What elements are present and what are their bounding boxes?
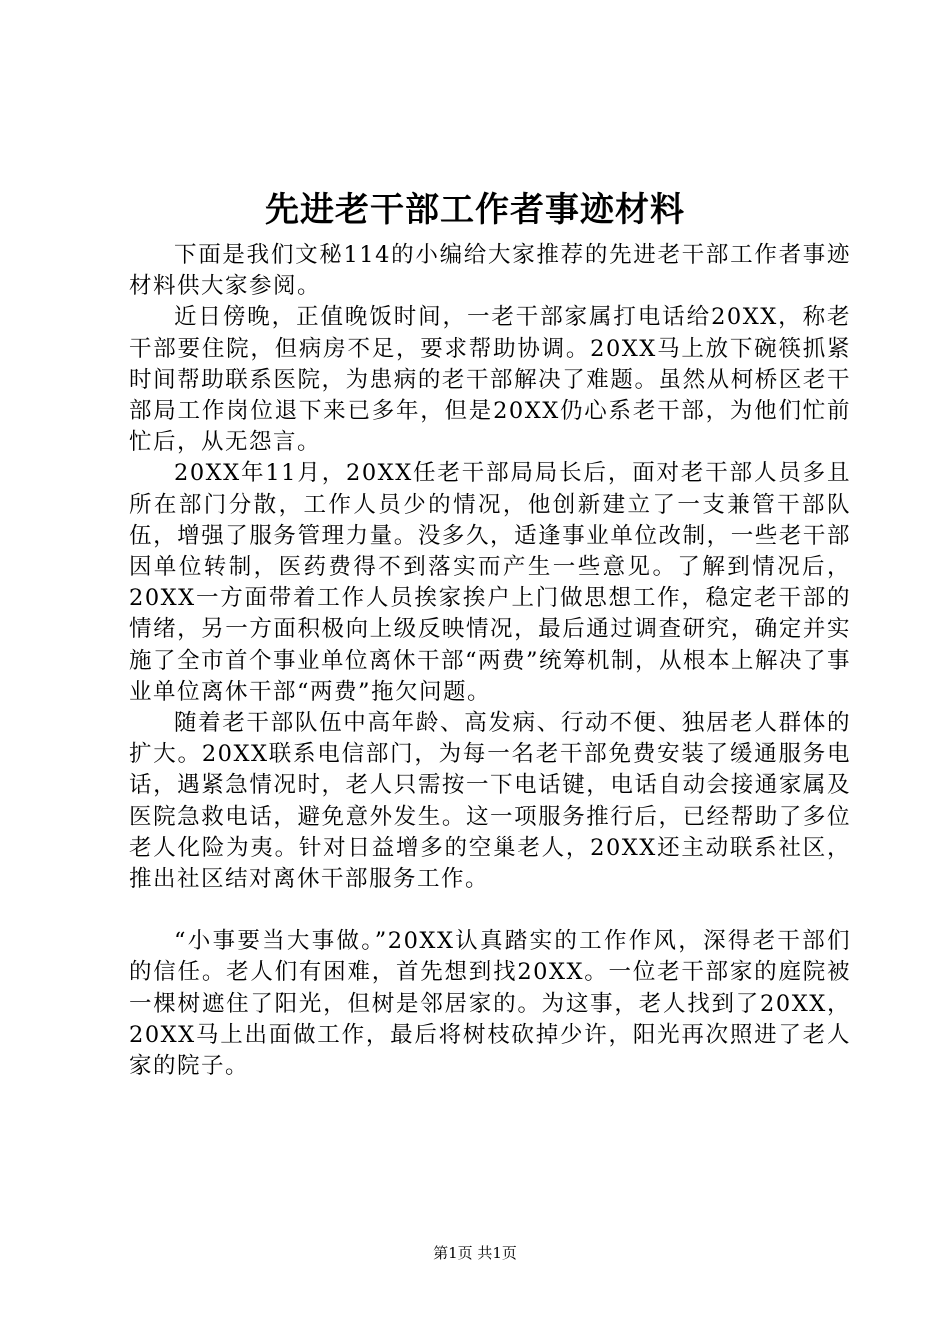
- paragraph-phone-service: 随着老干部队伍中高年龄、高发病、行动不便、独居老人群体的扩大。20XX联系电信部门，为每一名老干部免费安装了缓通服务电话，遇紧急情况时，老人只需按一下电话键，电话自动会接通家属及医院急救电话，避免意外发生。这一项服务推行后，已经帮助了多位老人化险为夷。针对日益增多的空巢老人，20XX还主动联系社区，推出社区结对离休干部服务工作。: [129, 710, 851, 893]
- document-title: 先进老干部工作者事迹材料: [265, 190, 685, 230]
- paragraph-hospital: 近日傍晚，正值晚饭时间，一老干部家属打电话给20XX，称老干部要住院，但病房不足，要求帮助协调。20XX马上放下碗筷抓紧时间帮助联系医院，为患病的老干部解决了难题。虽然从柯桥区老干部局工作岗位退下来已多年，但是20XX仍心系老干部，为他们忙前忙后，从无怨言。: [129, 304, 851, 456]
- paragraph-small-matters: “小事要当大事做。”20XX认真踏实的工作作风，深得老干部们的信任。老人们有困难，首先想到找20XX。一位老干部家的庭院被一棵树遮住了阳光，但树是邻居家的。为这事，老人找到了20XX，20XX马上出面做工作，最后将树枝砍掉少许，阳光再次照进了老人家的院子。: [129, 928, 851, 1080]
- page-footer: 第1页 共1页: [433, 1244, 517, 1262]
- document-body: [129, 240, 851, 1082]
- paragraph-intro: 下面是我们文秘114的小编给大家推荐的先进老干部工作者事迹材料供大家参阅。: [129, 242, 851, 300]
- paragraph-reform: 20XX年11月，20XX任老干部局局长后，面对老干部人员多且所在部门分散，工作人员少的情况，他创新建立了一支兼管干部队伍，增强了服务管理力量。没多久，适逢事业单位改制，一些老干部因单位转制，医药费得不到落实而产生一些意见。了解到情况后，20XX一方面带着工作人员挨家挨户上门做思想工作，稳定老干部的情绪，另一方面积极向上级反映情况，最后通过调查研究，确定并实施了全市首个事业单位离休干部“两费”统筹机制，从根本上解决了事业单位离休干部“两费”拖欠问题。: [129, 460, 852, 705]
